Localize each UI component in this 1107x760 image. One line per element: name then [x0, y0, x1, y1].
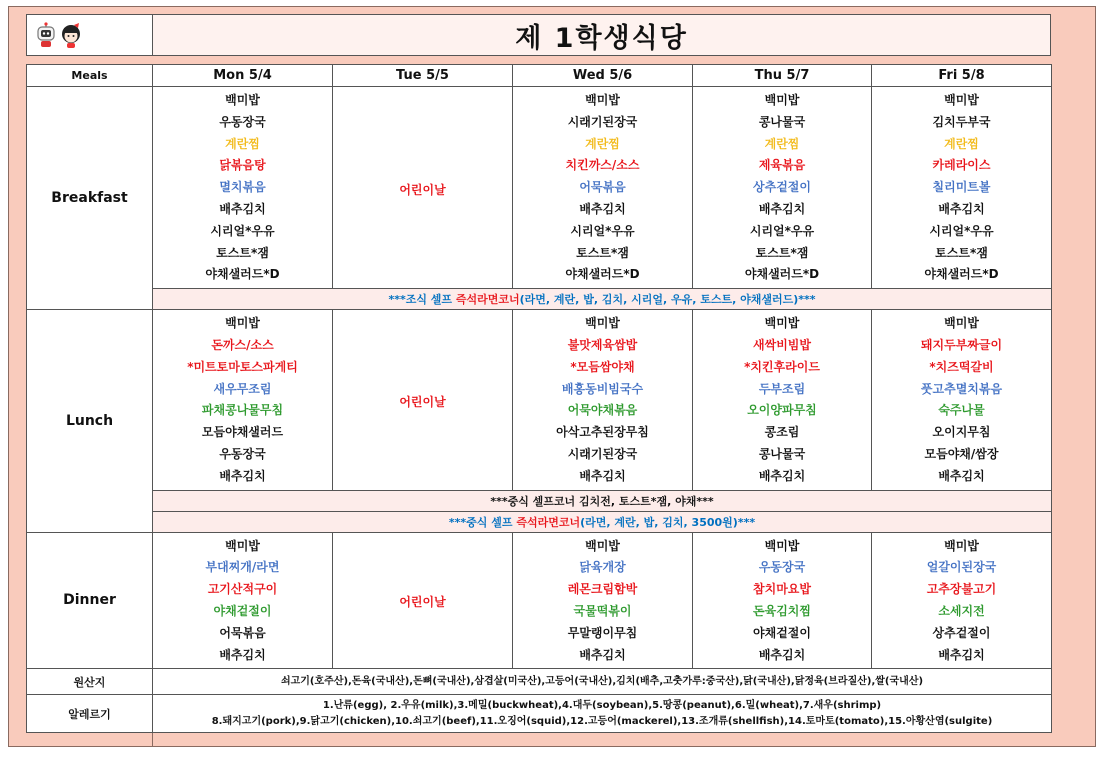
- menu-item: 오이양파무침: [747, 403, 817, 418]
- menu-item: 고추장불고기: [926, 582, 997, 597]
- day-menu-cell: [153, 532, 333, 669]
- meal-row-dinner: [27, 532, 1052, 669]
- menu-item: 백미밥: [764, 538, 800, 553]
- menu-item: 어묵볶음: [219, 625, 266, 640]
- meal-row-lunch: [27, 310, 1052, 490]
- menu-item: 얼갈이된장국: [926, 560, 997, 575]
- self-service-banner: [153, 511, 1052, 532]
- menu-item: 배추김치: [938, 201, 985, 216]
- origin-label: 원산지: [27, 669, 153, 695]
- self-service-banner: [153, 490, 1052, 511]
- menu-item: 시리얼*우유: [749, 223, 815, 238]
- menu-item: 배추김치: [579, 201, 626, 216]
- girl-mascot-icon: [59, 22, 83, 48]
- menu-item: 토스트*잼: [755, 245, 809, 260]
- day-menu-cell: [153, 310, 333, 490]
- day-menu-cell: [872, 310, 1052, 490]
- info-body: [27, 669, 1052, 733]
- menu-item: 참치마요밥: [753, 582, 811, 597]
- menu-item: 백미밥: [585, 316, 620, 331]
- menu-item: 새우무조림: [213, 381, 272, 396]
- menu-item: 상추겉절이: [932, 625, 991, 640]
- menu-item: 우동장국: [219, 446, 266, 461]
- menu-item: 야채겉절이: [753, 625, 811, 640]
- menu-item: 콩나물국: [758, 114, 806, 129]
- meal-label: Dinner: [27, 532, 153, 669]
- menu-item: 국물떡볶이: [573, 603, 632, 618]
- day-header: Fri 5/8: [872, 65, 1052, 87]
- menu-item: 소세지전: [938, 603, 985, 618]
- menu-item: 두부조림: [758, 381, 806, 396]
- menu-item: 배홍동비빔국수: [561, 381, 644, 396]
- menu-item: 숙주나물: [938, 403, 985, 418]
- menu-item: 고기산적구이: [207, 582, 278, 597]
- banner-row: [27, 289, 1052, 310]
- menu-item: 배추김치: [758, 647, 806, 662]
- menu-item: 야채샐러드*D: [744, 267, 820, 282]
- menu-item: 야채겉절이: [213, 603, 272, 618]
- logo: [26, 14, 153, 56]
- menu-item: 어묵볶음: [579, 180, 626, 195]
- menu-item: 콩조림: [764, 425, 800, 440]
- menu-item: *치즈떡갈비: [929, 359, 994, 374]
- menu-item: 백미밥: [764, 93, 800, 107]
- meal-label: Breakfast: [27, 87, 153, 310]
- menu-item: 야채샐러드*D: [924, 267, 999, 282]
- day-menu-cell: [872, 532, 1052, 669]
- allergy-label: 알레르기: [27, 695, 153, 733]
- origin-text: 쇠고기(호주산),돈육(국내산),돈뼈(국내산),삼겹살(미국산),고등어(국내산),김치(배추,고춧가루:중국산),닭(국내산),닭정육(브라질산),쌀(국내산): [153, 669, 1052, 695]
- menu-item: *모듬쌈야채: [570, 359, 635, 374]
- menu-item: 무말랭이무침: [567, 625, 638, 640]
- menu-item: 아삭고추된장무침: [556, 425, 649, 440]
- menu-item: 콩나물국: [758, 446, 806, 461]
- menu-item: 시리얼*우유: [929, 223, 994, 238]
- menu-item: 배추김치: [758, 201, 806, 216]
- origin-row: [27, 669, 1052, 695]
- banner-row: [27, 511, 1052, 532]
- day-menu-cell: [513, 532, 693, 669]
- menu-item: 오이지무침: [932, 425, 991, 440]
- menu-item: 김치두부국: [932, 114, 991, 129]
- menu-item: 배추김치: [219, 647, 266, 662]
- banner-row: [27, 490, 1052, 511]
- page-title-box: [152, 14, 1051, 56]
- menu-item: 야채샐러드*D: [565, 267, 640, 282]
- day-menu-cell: [333, 310, 513, 490]
- menu-item: 백미밥: [225, 316, 260, 331]
- menu-item: 풋고추멸치볶음: [920, 381, 1003, 396]
- self-service-banner: [153, 289, 1052, 310]
- menu-item: 상추겉절이: [753, 180, 811, 195]
- menu-item: *치킨후라이드: [744, 359, 820, 374]
- menu-item: 우동장국: [219, 114, 266, 129]
- menu-item: 계란찜: [944, 136, 979, 151]
- day-menu-cell: [333, 532, 513, 669]
- day-menu-cell: [693, 532, 872, 669]
- meal-row-breakfast: [27, 87, 1052, 289]
- menu-item: 토스트*잼: [935, 245, 988, 260]
- page-title: 제 1학생식당: [515, 22, 688, 54]
- menu-item: 계란찜: [585, 136, 620, 151]
- header-row: [27, 65, 1052, 87]
- holiday-label: 어린이날: [399, 394, 446, 409]
- allergy-text: [153, 695, 1052, 733]
- day-header: Tue 5/5: [333, 65, 513, 87]
- menu-item: 배추김치: [579, 468, 626, 483]
- meals-column-header: Meals: [27, 65, 153, 87]
- menu-item: 돼지두부짜글이: [920, 337, 1003, 352]
- menu-item: 토스트*잼: [576, 245, 629, 260]
- menu-item: *미트토마토스파게티: [187, 359, 298, 374]
- menu-item: 백미밥: [225, 93, 260, 107]
- banner-text: (라면, 계란, 밥, 김치, 시리얼, 우유, 토스트, 야채샐러드)***: [519, 293, 816, 307]
- menu-body: [27, 87, 1052, 669]
- menu-item: 백미밥: [585, 93, 620, 107]
- menu-item: 모듬야채/쌈장: [924, 446, 999, 461]
- menu-item: 시리얼*우유: [570, 223, 635, 238]
- menu-item: 닭육개장: [579, 560, 626, 575]
- menu-item: 제육볶음: [758, 158, 806, 173]
- menu-item: 백미밥: [944, 93, 979, 107]
- banner-text: 즉석라면코너: [516, 515, 581, 529]
- menu-item: 토스트*잼: [216, 245, 269, 260]
- menu-item: 배추김치: [938, 468, 985, 483]
- menu-item: 계란찜: [225, 136, 260, 151]
- day-header: Wed 5/6: [513, 65, 693, 87]
- menu-item: 새싹비빔밥: [753, 337, 811, 352]
- day-menu-cell: [693, 310, 872, 490]
- day-menu-cell: [513, 310, 693, 490]
- menu-item: 레몬크림함박: [567, 582, 638, 597]
- menu-item: 돈육김치찜: [753, 603, 811, 618]
- menu-item: 배추김치: [758, 468, 806, 483]
- day-menu-cell: [693, 87, 872, 289]
- menu-item: 배추김치: [219, 468, 266, 483]
- menu-item: 배추김치: [938, 647, 985, 662]
- menu-item: 모듬야채샐러드: [201, 425, 284, 440]
- menu-item: 치킨까스/소스: [565, 158, 640, 173]
- menu-item: 계란찜: [764, 136, 800, 151]
- holiday-label: 어린이날: [399, 182, 446, 197]
- holiday-label: 어린이날: [399, 595, 446, 610]
- menu-item: 백미밥: [225, 538, 260, 553]
- banner-text: (라면, 계란, 밥, 김치, 3500원)***: [580, 515, 756, 529]
- day-menu-cell: [513, 87, 693, 289]
- menu-item: 칠리미트볼: [932, 180, 991, 195]
- menu-item: 돈까스/소스: [211, 337, 274, 352]
- banner-text: 즉석라면코너: [455, 293, 520, 307]
- menu-item: 부대찌개/라면: [205, 560, 280, 575]
- meal-label: Lunch: [27, 310, 153, 532]
- day-menu-cell: [153, 87, 333, 289]
- menu-item: 백미밥: [944, 538, 979, 553]
- menu-item: 야채샐러드*D: [205, 267, 280, 282]
- banner-text: ***조식 셀프: [388, 293, 456, 307]
- banner-text: ***중식 셀프코너 김치전, 토스트*잼, 야채***: [490, 494, 714, 508]
- menu-item: 닭볶음탕: [219, 158, 266, 173]
- day-menu-cell: [872, 87, 1052, 289]
- menu-item: 파채콩나물무침: [201, 403, 284, 418]
- allergy-line-2: 8.돼지고기(pork),9.닭고기(chicken),10.쇠고기(beef),11.오징어(squid),12.고등어(mackerel),13.조개류(shellfish),14.토마토(tomato),15.아황산염(sulgite): [211, 715, 993, 727]
- day-header: Thu 5/7: [693, 65, 872, 87]
- menu-item: 어묵야채볶음: [567, 403, 638, 418]
- menu-item: 멸치볶음: [219, 180, 266, 195]
- allergy-row: [27, 695, 1052, 733]
- menu-item: 카레라이스: [932, 158, 991, 173]
- menu-item: 우동장국: [758, 560, 806, 575]
- menu-item: 시리얼*우유: [210, 223, 275, 238]
- menu-item: 백미밥: [585, 538, 620, 553]
- robot-mascot-icon: [35, 22, 57, 48]
- menu-table: [26, 64, 1052, 733]
- menu-item: 배추김치: [219, 201, 266, 216]
- day-menu-cell: [333, 87, 513, 289]
- menu-item: 백미밥: [944, 316, 979, 331]
- menu-item: 시래기된장국: [567, 446, 638, 461]
- menu-item: 배추김치: [579, 647, 626, 662]
- day-header: Mon 5/4: [153, 65, 333, 87]
- menu-item: 불맛제육쌈밥: [567, 337, 638, 352]
- allergy-line-1: 1.난류(egg), 2.우유(milk),3.메밀(buckwheat),4.대두(soybean),5.땅콩(peanut),6.밀(wheat),7.새우(shrimp): [322, 699, 882, 711]
- menu-item: 백미밥: [764, 316, 800, 331]
- banner-text: ***중식 셀프: [448, 515, 517, 529]
- menu-item: 시래기된장국: [567, 114, 638, 129]
